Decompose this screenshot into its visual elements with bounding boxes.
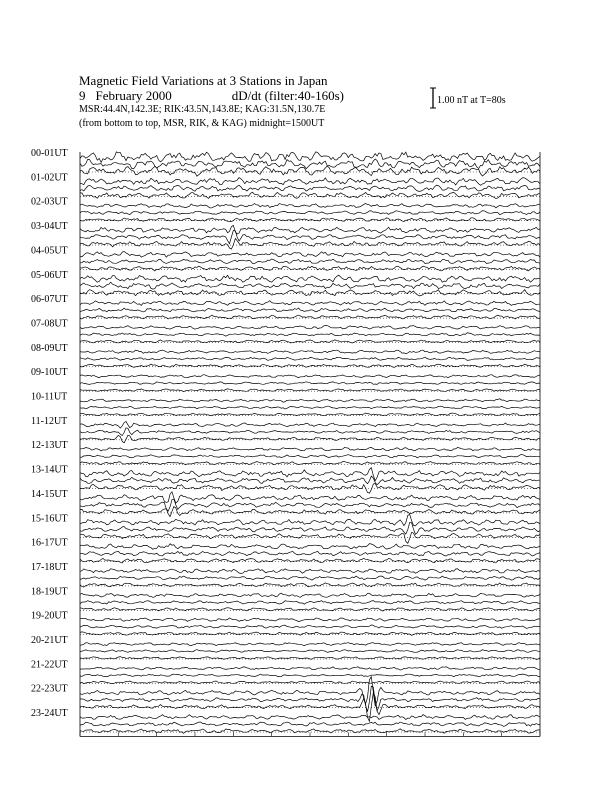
trace-kag — [80, 447, 540, 451]
hour-label: 05-06UT — [31, 269, 68, 281]
midnight-note: midnight=1500UT — [249, 118, 325, 129]
trace-msr — [80, 266, 540, 271]
trace-msr — [80, 192, 540, 198]
trace-msr — [80, 608, 540, 612]
trace-kag — [80, 544, 540, 550]
trace-msr — [80, 315, 540, 319]
trace-msr — [80, 239, 540, 250]
trace-kag — [80, 593, 540, 597]
trace-rik — [80, 428, 540, 436]
date-day: 9 — [79, 88, 86, 103]
trace-rik — [80, 551, 540, 556]
trace-msr — [80, 290, 540, 296]
trace-rik — [80, 333, 540, 336]
trace-kag — [80, 643, 540, 646]
hour-label: 00-01UT — [31, 148, 68, 159]
hour-label: 22-23UT — [31, 683, 68, 695]
trace-kag — [80, 618, 540, 622]
hour-label: 09-10UT — [31, 367, 68, 379]
trace-rik — [80, 722, 540, 726]
date-month: February — [95, 88, 143, 103]
hour-label: 17-18UT — [31, 561, 68, 573]
hour-label: 08-09UT — [31, 342, 68, 354]
trace-msr — [80, 389, 540, 392]
trace-kag — [80, 514, 540, 526]
trace-kag — [80, 492, 540, 503]
trace-msr — [80, 435, 540, 443]
trace-rik — [80, 455, 540, 458]
trace-rik — [80, 625, 540, 628]
component-label: dD/dt — [231, 88, 262, 103]
trace-kag — [80, 399, 540, 402]
hour-label: 11-12UT — [31, 415, 68, 427]
trace-rik — [80, 601, 540, 605]
hour-label: 07-08UT — [31, 318, 68, 330]
trace-kag — [80, 301, 540, 306]
hour-label: 23-24UT — [31, 708, 68, 720]
date-year: 2000 — [145, 88, 172, 103]
trace-rik — [80, 308, 540, 312]
hour-label: 06-07UT — [31, 294, 68, 306]
hour-label: 14-15UT — [31, 488, 68, 500]
filter-label: (filter:40-160s) — [264, 88, 344, 103]
trace-rik — [80, 211, 540, 215]
hour-label: 18-19UT — [31, 586, 68, 598]
trace-msr — [80, 532, 540, 543]
hour-label: 01-02UT — [31, 172, 68, 184]
trace-kag — [80, 178, 540, 186]
chart-title: Magnetic Field Variations at 3 Stations in Japan — [79, 73, 328, 88]
trace-rik — [80, 231, 540, 244]
trace-rik — [80, 476, 540, 485]
hour-label: 13-14UT — [31, 464, 68, 476]
trace-rik — [80, 259, 540, 264]
hour-label: 04-05UT — [31, 245, 68, 257]
trace-kag — [80, 204, 540, 209]
trace-rik — [80, 499, 540, 511]
trace-rik — [80, 357, 540, 360]
station-order: (from bottom to top, MSR, RIK, & KAG) — [79, 118, 247, 129]
hour-label: 20-21UT — [31, 635, 68, 646]
trace-kag — [80, 251, 540, 257]
trace-kag — [80, 326, 540, 330]
trace-rik — [80, 650, 540, 653]
hour-label: 12-13UT — [31, 440, 68, 452]
hour-label: 10-11UT — [31, 391, 68, 403]
trace-kag — [80, 375, 540, 378]
trace-kag — [80, 275, 540, 282]
trace-rik — [80, 282, 540, 289]
trace-kag — [80, 225, 540, 234]
hour-label: 21-22UT — [31, 659, 68, 671]
trace-kag — [80, 715, 540, 720]
trace-msr — [80, 583, 540, 587]
trace-msr — [80, 507, 540, 517]
hour-label: 19-20UT — [31, 610, 68, 622]
trace-rik — [80, 406, 540, 409]
hour-label: 03-04UT — [31, 221, 68, 233]
trace-msr — [80, 166, 540, 176]
trace-rik — [80, 382, 540, 385]
trace-rik — [80, 522, 540, 534]
scale-label: 1.00 nT at T=80s — [437, 95, 506, 106]
trace-rik — [80, 185, 540, 191]
station-coordinates: MSR:44.4N,142.3E; RIK:43.5N,143.8E; KAG:31.5N,130.7E — [79, 104, 326, 115]
trace-rik — [80, 674, 540, 677]
trace-kag — [80, 569, 540, 574]
trace-kag — [80, 422, 540, 429]
trace-kag — [80, 468, 540, 481]
trace-rik — [80, 576, 540, 580]
hour-label: 02-03UT — [31, 196, 68, 208]
hour-label: 16-17UT — [31, 537, 68, 549]
hour-label: 15-16UT — [31, 513, 68, 525]
trace-kag — [80, 667, 540, 670]
trace-kag — [80, 350, 540, 354]
trace-msr — [80, 558, 540, 563]
trace-kag — [80, 152, 540, 163]
